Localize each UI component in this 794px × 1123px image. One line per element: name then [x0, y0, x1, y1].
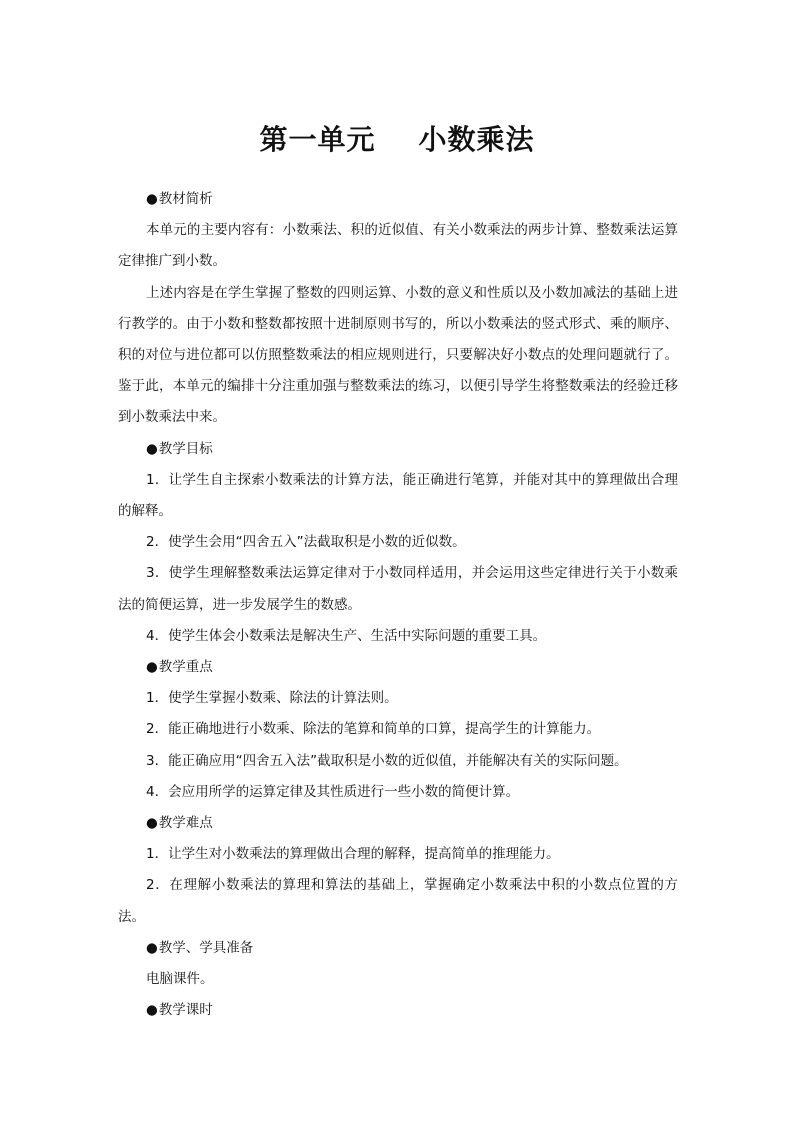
- bullet-icon: ●: [146, 1002, 158, 1019]
- section-heading-difficulties: [118, 808, 678, 839]
- bullet-icon: ●: [146, 440, 158, 457]
- list-item: 2．使学生会用“四舍五入”法截取积是小数的近似数。: [146, 534, 466, 551]
- list-item: 3．能正确应用“四舍五入法”截取积是小数的近似值，并能解决有关的实际问题。: [146, 752, 628, 769]
- list-item: 1．让学生自主探索小数乘法的计算方法，能正确进行笔算，并能对其中的算理做出合理的解释。: [118, 471, 678, 520]
- bullet-icon: ●: [146, 659, 158, 676]
- list-item: 2．能正确地进行小数乘、除法的笔算和简单的口算，提高学生的计算能力。: [146, 721, 601, 738]
- list-item: 4．使学生体会小数乘法是解决生产、生活中实际问题的重要工具。: [146, 627, 547, 644]
- section-heading-tools: [118, 933, 678, 964]
- list-item: 1．让学生对小数乘法的算理做出合理的解释，提高简单的推理能力。: [146, 846, 560, 863]
- section-heading-label: 教学课时: [158, 1002, 213, 1019]
- page-title: 第一单元 小数乘法: [259, 123, 535, 156]
- section-heading-label: 教学难点: [158, 815, 213, 832]
- section-heading-hours: [118, 995, 678, 1026]
- section-heading-key-points: [118, 652, 678, 683]
- paragraph: 电脑课件。: [146, 971, 214, 988]
- section-heading-label: 教学重点: [158, 659, 213, 676]
- bullet-icon: ●: [146, 815, 158, 832]
- bullet-icon: ●: [146, 191, 158, 207]
- section-heading-materials: [118, 184, 678, 215]
- document-body: [118, 184, 678, 1026]
- list-item: 2．在理解小数乘法的算理和算法的基础上，掌握确定小数乘法中积的小数点位置的方法。: [118, 877, 678, 925]
- section-heading-goals: [118, 434, 678, 465]
- list-item: 3．使学生理解整数乘法运算定律对于小数同样适用，并会运用这些定律进行关于小数乘法的简便运算，进一步发展学生的数感。: [118, 565, 678, 613]
- section-heading-label: 教学、学具准备: [158, 939, 254, 956]
- list-item: 1．使学生掌握小数乘、除法的计算法则。: [146, 690, 398, 707]
- section-heading-label: 教学目标: [158, 440, 213, 457]
- paragraph: 本单元的主要内容有：小数乘法、积的近似值、有关小数乘法的两步计算、整数乘法运算定律推广到小数。: [118, 222, 678, 270]
- list-item: 4．会应用所学的运算定律及其性质进行一些小数的简便计算。: [146, 783, 520, 800]
- paragraph: 上述内容是在学生掌握了整数的四则运算、小数的意义和性质以及小数加减法的基础上进行教学的。由于小数和整数都按照十进制原则书写的，所以小数乘法的竖式形式、乘的顺序、积的对位与进位都可以仿照整数乘法的相应规则进行，只要解决好小数点的处理问题就行了。鉴于此，本单元的编排十分注重加强与整数乘法的练习，以便引导学生将整数乘法的经验迁移到小数乘法中来。: [118, 284, 678, 426]
- section-heading-label: 教材简析: [158, 191, 213, 207]
- bullet-icon: ●: [146, 939, 158, 956]
